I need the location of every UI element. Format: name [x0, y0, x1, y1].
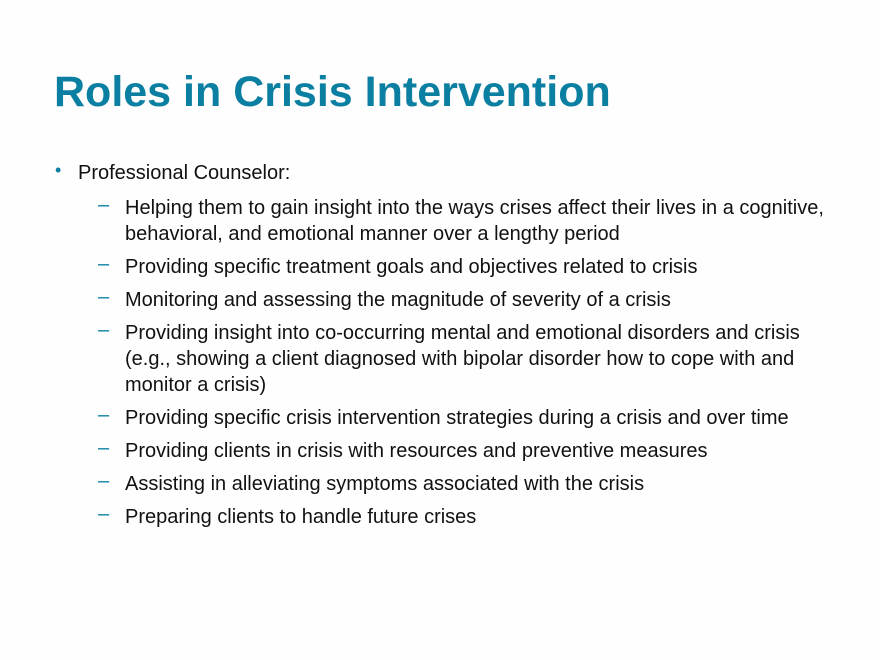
- dash-icon: –: [98, 503, 110, 525]
- dash-icon: –: [98, 470, 110, 492]
- sub-item-text: Helping them to gain insight into the ways crises affect their lives in a cognitive, behavioral, and emotional manner over a lengthy period: [125, 197, 824, 245]
- sub-item: [98, 405, 830, 431]
- dash-icon: –: [98, 404, 110, 426]
- dash-icon: –: [98, 286, 110, 308]
- sub-item-text: Assisting in alleviating symptoms associated with the crisis: [125, 473, 645, 495]
- sub-item-text: Monitoring and assessing the magnitude of severity of a crisis: [125, 289, 671, 311]
- sub-item-text: Providing insight into co-occurring mental and emotional disorders and crisis (e.g., showing a client diagnosed with bipolar disorder how to cope with and monitor a crisis): [125, 322, 800, 396]
- dash-icon: –: [98, 253, 110, 275]
- dash-icon: –: [98, 194, 110, 216]
- sub-item: [98, 320, 830, 398]
- sub-item-text: Providing specific treatment goals and objectives related to crisis: [125, 256, 698, 278]
- bullet-text: Professional Counselor:: [78, 162, 291, 184]
- sub-item-text: Providing clients in crisis with resources and preventive measures: [125, 440, 708, 462]
- sub-item-list: [98, 194, 824, 537]
- slide-title: Roles in Crisis Intervention: [54, 68, 611, 116]
- sub-item: [98, 471, 830, 497]
- dash-icon: –: [98, 437, 110, 459]
- sub-item: [98, 287, 830, 313]
- sub-item-text: Preparing clients to handle future crises: [125, 506, 477, 528]
- sub-item: [98, 195, 830, 247]
- bullet-dot-icon: •: [55, 160, 62, 180]
- dash-icon: –: [98, 319, 110, 341]
- sub-item: [98, 504, 830, 530]
- sub-item-text: Providing specific crisis intervention strategies during a crisis and over time: [125, 407, 789, 429]
- sub-item: [98, 254, 830, 280]
- sub-item: [98, 438, 830, 464]
